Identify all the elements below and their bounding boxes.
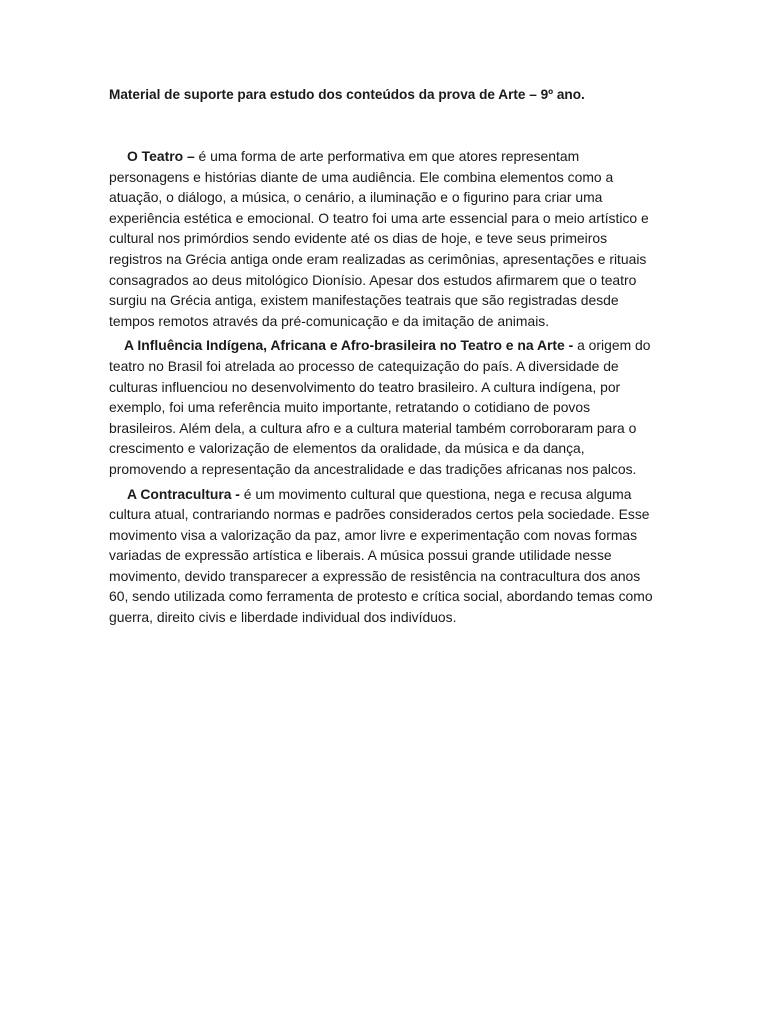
document-title: Material de suporte para estudo dos conteúdos da prova de Arte – 9º ano. [109, 87, 585, 102]
section-influencia-text: a origem do teatro no Brasil foi atrelada ao processo de catequização do país. A diversidade de culturas influenciou no desenvolvimento do teatro brasileiro. A cultura indígena, por exemplo, foi uma referência muito importante, retratando o cotidiano de povos brasileiros. Além dela, a cultura afro e a cultura material também corroboraram para o crescimento e valorização de elementos da oralidade, da música e da dança, promovendo a representação da ancestralidade e das tradições africanas nos palcos. [109, 337, 651, 477]
section-teatro-heading: O Teatro – [127, 148, 199, 164]
document-body [109, 146, 659, 632]
section-teatro-text: é uma forma de arte performativa em que atores representam personagens e histórias diante de uma audiência. Ele combina elementos como a atuação, o diálogo, a música, o cenário, a iluminação e o figurino para criar uma experiência estética e emocional. O teatro foi uma arte essencial para o meio artístico e cultural nos primórdios sendo evidente até os dias de hoje, e teve seus primeiros registros na Grécia antiga onde eram realizadas as cerimônias, apresentações e rituais consagrados ao deus mitológico Dionísio. Apesar dos estudos afirmarem que o teatro surgiu na Grécia antiga, existem manifestações teatrais que são registradas desde tempos remotos através da pré-comunicação e da imitação de animais. [109, 148, 649, 329]
section-contracultura-text: é um movimento cultural que questiona, nega e recusa alguma cultura atual, contrariando normas e padrões considerados certos pela sociedade. Esse movimento visa a valorização da paz, amor livre e experimentação com novas formas variadas de expressão artística e liberais. A música possui grande utilidade nesse movimento, devido transparecer a expressão de resistência na contracultura dos anos 60, sendo utilizada como ferramenta de protesto e crítica social, abordando temas como guerra, direito civis e liberdade individual dos indivíduos. [109, 485, 653, 626]
section-contracultura [109, 484, 659, 628]
section-contracultura-heading: A Contracultura - [127, 485, 240, 502]
section-influencia-heading: A Influência Indígena, Africana e Afro-brasileira no Teatro e na Arte - [124, 337, 574, 354]
section-influencia [109, 335, 659, 479]
section-teatro [109, 146, 659, 331]
